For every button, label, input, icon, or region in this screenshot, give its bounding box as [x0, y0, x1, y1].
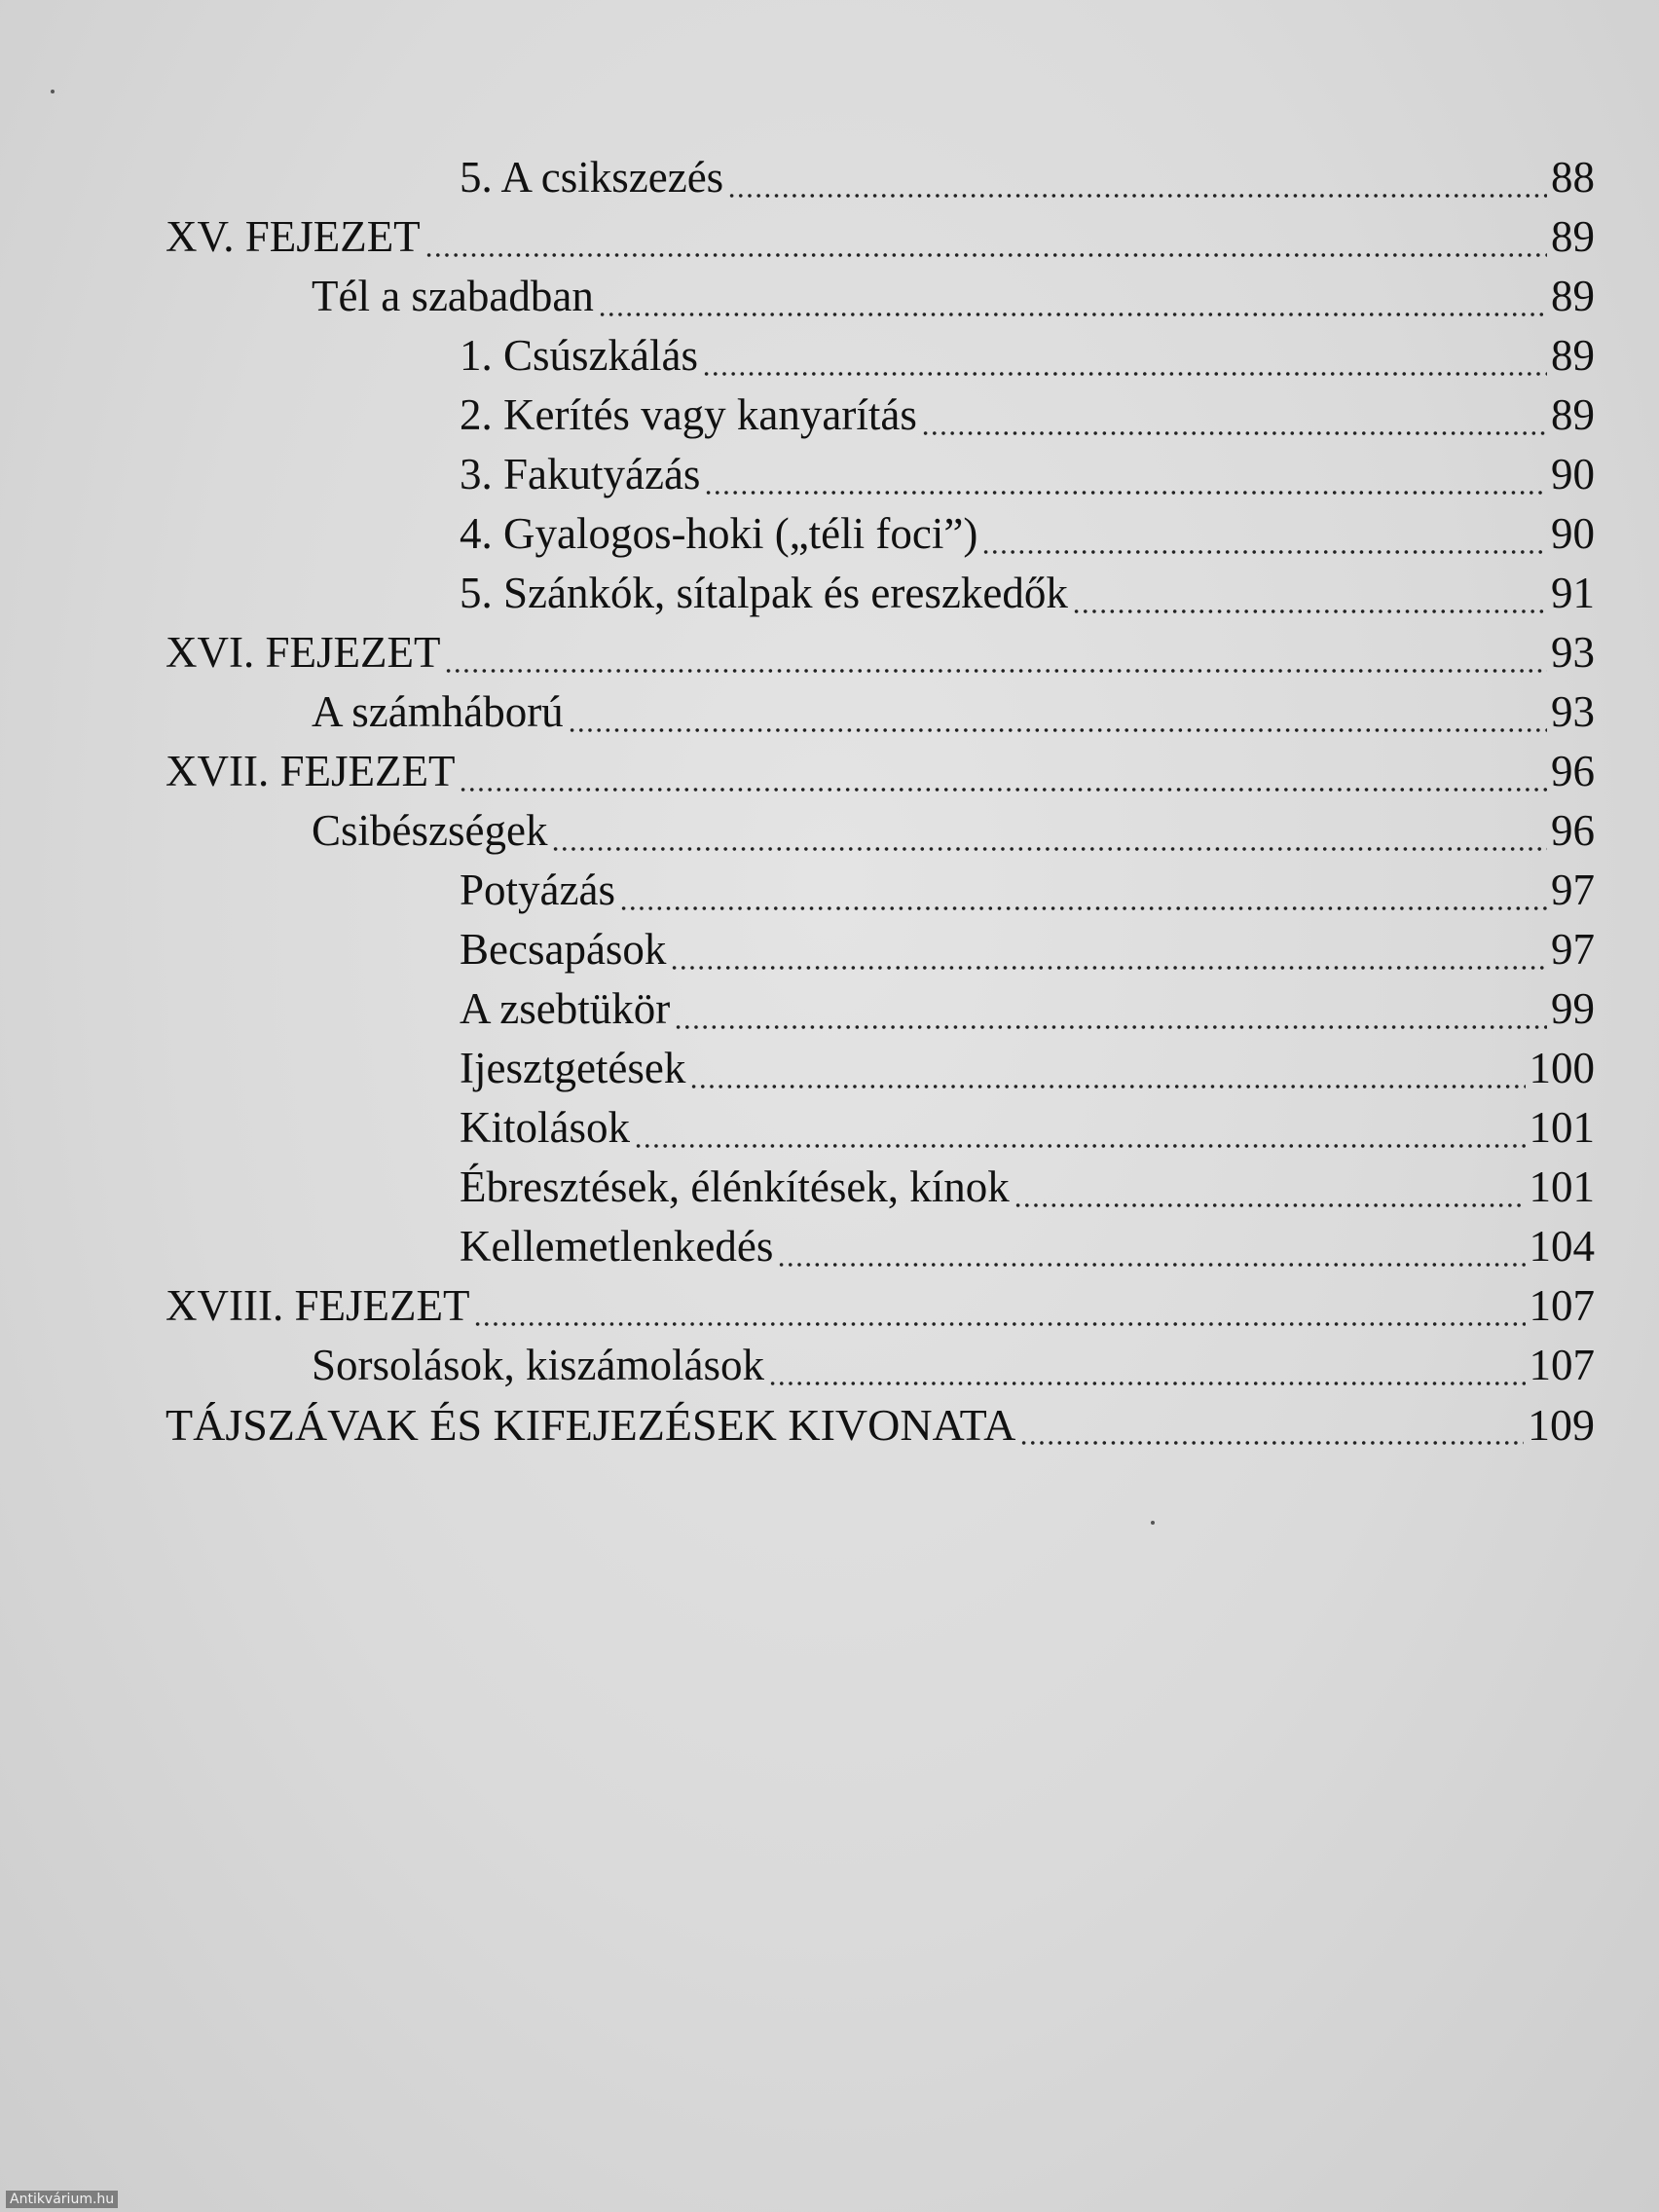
toc-entry-page: 104	[1529, 1222, 1595, 1271]
toc-entry	[460, 386, 1595, 445]
toc-entry-title: 5. A csikszezés	[460, 153, 724, 202]
toc-entry-page: 97	[1551, 866, 1595, 914]
toc-entry	[166, 742, 1595, 801]
dot-leader	[777, 1217, 1525, 1276]
toc-entry-title: XVII. FEJEZET	[166, 747, 456, 795]
toc-entry-page: 97	[1551, 925, 1595, 974]
toc-entry-page: 96	[1551, 747, 1595, 795]
toc-entry-title: TÁJSZÁVAK ÉS KIFEJEZÉSEK KIVONATA	[166, 1400, 1016, 1450]
dot-leader	[1014, 1158, 1526, 1217]
paper-speck	[51, 90, 55, 93]
dot-leader	[1019, 1395, 1524, 1455]
toc-entry-page: 90	[1551, 509, 1595, 558]
toc-entry-title: 3. Fakutyázás	[460, 450, 701, 498]
toc-entry-page: 107	[1529, 1341, 1595, 1389]
toc-entry-title: XVI. FEJEZET	[166, 628, 441, 677]
toc-entry	[312, 801, 1595, 861]
toc-entry-page: 101	[1529, 1103, 1595, 1152]
paper-speck	[1151, 1521, 1155, 1525]
toc-entry	[460, 1217, 1595, 1276]
toc-entry-title: Kellemetlenkedés	[460, 1222, 774, 1271]
toc-entry	[460, 1158, 1595, 1217]
dot-leader	[444, 623, 1547, 682]
toc-entry-title: Ébresztések, élénkítések, kínok	[460, 1162, 1010, 1211]
toc-entry-title: 1. Csúszkálás	[460, 331, 698, 380]
toc-entry	[460, 564, 1595, 623]
toc-entry	[460, 504, 1595, 564]
toc-entry-title: A zsebtükör	[460, 984, 671, 1033]
toc-entry-title: A számháború	[312, 687, 564, 736]
dot-leader	[459, 742, 1547, 801]
dot-leader	[981, 504, 1547, 564]
toc-entry	[460, 326, 1595, 386]
toc-entry-page: 107	[1529, 1281, 1595, 1330]
toc-entry	[312, 267, 1595, 326]
toc-entry-page: 88	[1551, 153, 1595, 202]
toc-entry	[460, 1039, 1595, 1098]
toc-entry-title: Ijesztgetések	[460, 1044, 686, 1092]
toc-entry-page: 96	[1551, 806, 1595, 855]
toc-entry	[460, 920, 1595, 979]
dot-leader	[1072, 564, 1547, 623]
toc-entry	[460, 1098, 1595, 1158]
dot-leader	[689, 1039, 1525, 1098]
dot-leader	[619, 861, 1547, 920]
dot-leader	[727, 148, 1547, 207]
toc-entry-title: Sorsolások, kiszámolások	[312, 1341, 764, 1389]
dot-leader	[598, 267, 1547, 326]
dot-leader	[921, 386, 1547, 445]
toc-entry	[460, 148, 1595, 207]
dot-leader	[473, 1276, 1525, 1336]
toc-entry-page: 109	[1528, 1400, 1595, 1450]
toc-entry	[312, 1336, 1595, 1395]
dot-leader	[674, 979, 1547, 1039]
toc-entry-page: 93	[1551, 628, 1595, 677]
toc-entry-title: Kitolások	[460, 1103, 630, 1152]
toc-entry-page: 89	[1551, 212, 1595, 261]
toc-entry-title: XV. FEJEZET	[166, 212, 421, 261]
toc-entry	[166, 623, 1595, 682]
toc-entry	[312, 682, 1595, 742]
dot-leader	[424, 207, 1547, 267]
toc-entry	[166, 1276, 1595, 1336]
toc-entry-page: 89	[1551, 331, 1595, 380]
toc-entry-page: 89	[1551, 272, 1595, 320]
toc-entry-page: 101	[1529, 1162, 1595, 1211]
dot-leader	[568, 682, 1547, 742]
toc-entry-title: Csibészségek	[312, 806, 548, 855]
toc-entry	[166, 207, 1595, 267]
dot-leader	[551, 801, 1547, 861]
toc-entry-title: Tél a szabadban	[312, 272, 594, 320]
toc-entry-title: Becsapások	[460, 925, 667, 974]
dot-leader	[670, 920, 1547, 979]
toc-entry-title: 4. Gyalogos-hoki („téli foci”)	[460, 509, 978, 558]
toc-entry-page: 89	[1551, 390, 1595, 439]
toc-entry	[460, 445, 1595, 504]
toc-entry-title: 2. Kerítés vagy kanyarítás	[460, 390, 917, 439]
toc-entry-page: 91	[1551, 569, 1595, 617]
toc-entry	[460, 979, 1595, 1039]
toc-entry-page: 99	[1551, 984, 1595, 1033]
dot-leader	[768, 1336, 1526, 1395]
toc-entry	[460, 861, 1595, 920]
dot-leader	[704, 445, 1547, 504]
dot-leader	[702, 326, 1547, 386]
toc-entry-page: 100	[1529, 1044, 1595, 1092]
dot-leader	[634, 1098, 1526, 1158]
toc-entry	[166, 1395, 1595, 1455]
toc-entry-page: 90	[1551, 450, 1595, 498]
watermark: Antikvárium.hu	[6, 2191, 118, 2208]
toc-entry-title: XVIII. FEJEZET	[166, 1281, 470, 1330]
toc-entry-page: 93	[1551, 687, 1595, 736]
toc-entry-title: 5. Szánkók, sítalpak és ereszkedők	[460, 569, 1068, 617]
toc-entry-title: Potyázás	[460, 866, 615, 914]
